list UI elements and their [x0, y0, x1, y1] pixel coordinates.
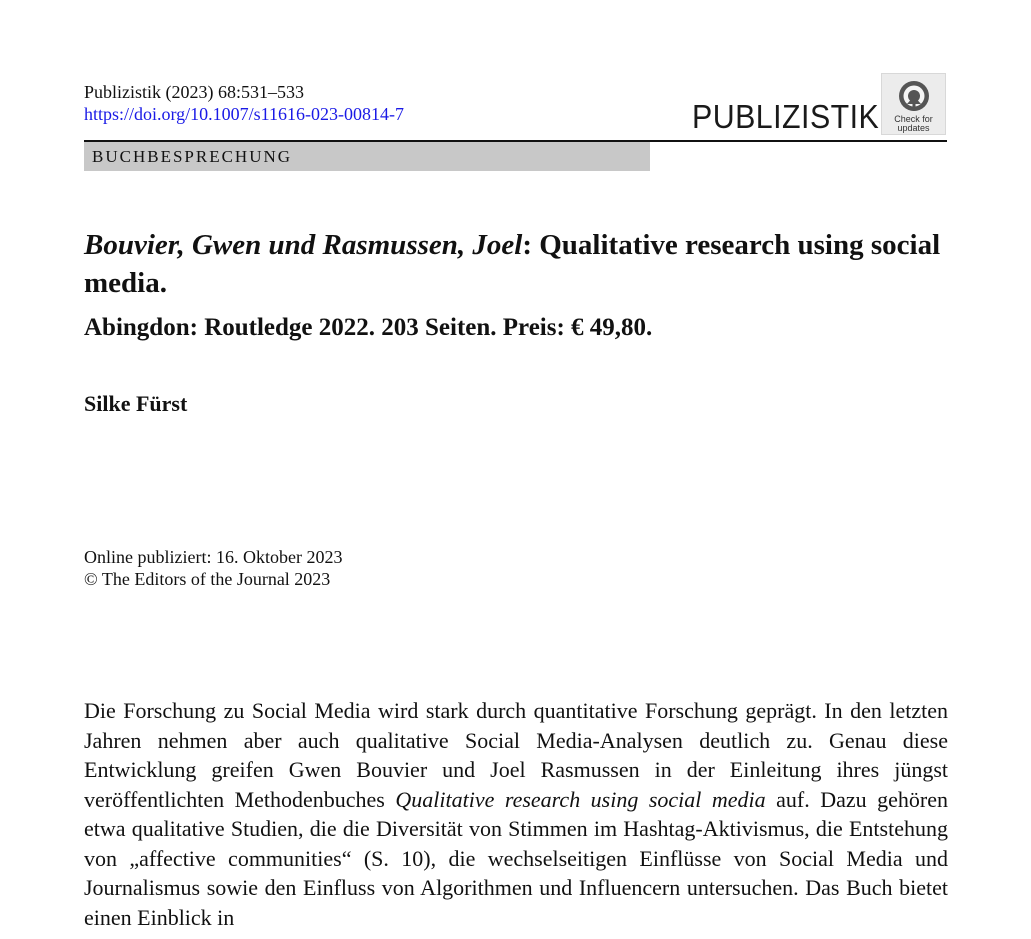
online-published-date: Online publiziert: 16. Oktober 2023	[84, 547, 343, 567]
publication-dates	[84, 546, 342, 590]
body-book-title: Qualitative research using social media	[395, 786, 766, 812]
book-title: Qualitative research using social media.	[84, 229, 941, 299]
body-paragraph	[84, 696, 948, 932]
body-text-part2: auf. Dazu gehören etwa qualitative Studien, die die Diversität von Stimmen im Hashtag-Aktivismus, die Entstehung von „affective communities“ (S. 10), die wechselseitigen Einflüsse von Social Media und Journalismus sowie den Einfluss von Algorithmen und Influencern untersuchen. Das Buch bietet einen Einblick in	[84, 786, 948, 930]
badge-text-line1: Check for	[894, 114, 933, 124]
journal-citation: Publizistik (2023) 68:531–533	[84, 82, 304, 102]
reviewer-name: Silke Fürst	[84, 391, 188, 416]
check-for-updates-badge[interactable]	[881, 73, 946, 135]
publication-info: Abingdon: Routledge 2022. 203 Seiten. Preis: € 49,80.	[84, 314, 653, 341]
copyright-line: © The Editors of the Journal 2023	[84, 569, 331, 589]
check-for-updates-icon	[897, 79, 931, 113]
doi-link[interactable]: https://doi.org/10.1007/s11616-023-00814-7	[84, 104, 405, 124]
body-text-part1: Die Forschung zu Social Media wird stark durch quantitative Forschung geprägt. In den letzten Jahren nehmen aber auch qualitative Social Media-Analysen deutlich zu. Genau diese Entwicklung greifen Gwen Bouvier und Joel Rasmussen in der Einleitung ihres jüngst veröffentlichten Methodenbuches	[84, 698, 948, 812]
title-separator: :	[522, 229, 540, 261]
journal-logo: PUBLIZISTIK	[692, 98, 880, 135]
category-bar	[84, 142, 650, 171]
article-title	[84, 226, 944, 302]
book-authors: Bouvier, Gwen und Rasmussen, Joel	[84, 229, 523, 261]
category-label: BUCHBESPRECHUNG	[92, 147, 293, 166]
citation-block	[84, 81, 404, 125]
badge-text-line2: updates	[897, 123, 930, 133]
